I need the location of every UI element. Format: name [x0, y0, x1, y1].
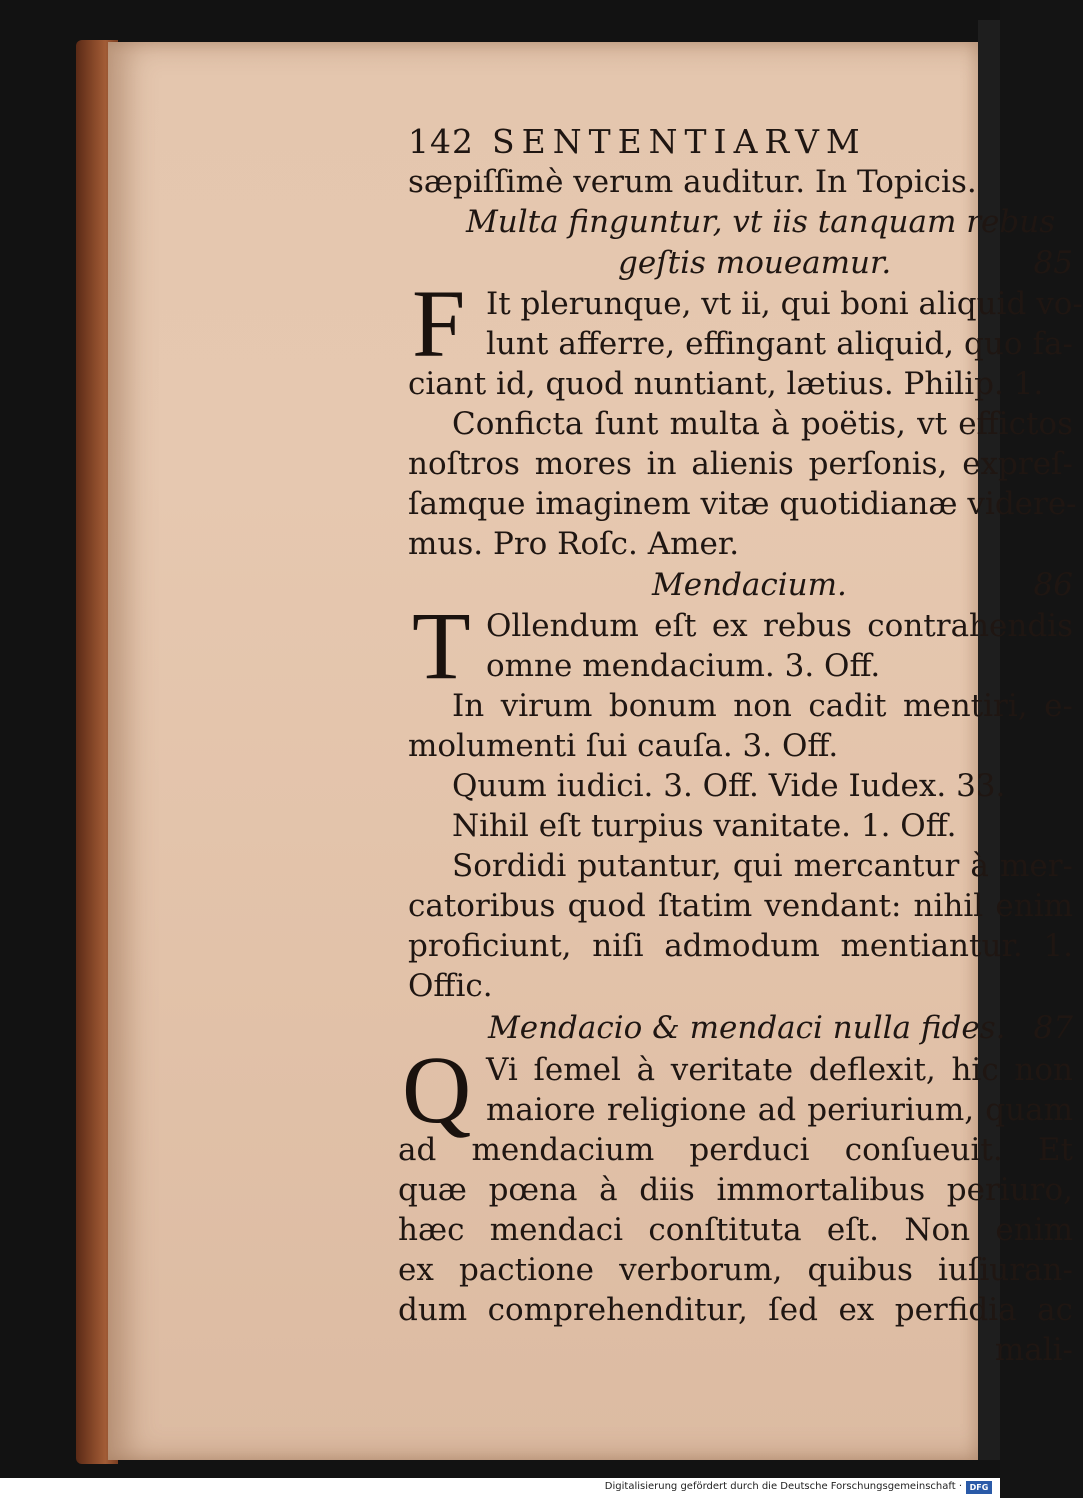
text-line: proficiunt, niſi admodum mentiantur. 1. [408, 928, 1073, 964]
section-heading-line: Multa finguntur, vt iis tanquam rebus [466, 204, 1056, 240]
text-line: Conficta ſunt multa à poëtis, vt effictos [452, 406, 1073, 442]
dfg-logo: DFG [966, 1481, 992, 1494]
text-line: In virum bonum non cadit mentiri, e- [452, 688, 1073, 724]
text-line: ad mendacium perduci conſueuit. Et [398, 1132, 1073, 1168]
page-number: 142 [408, 122, 474, 161]
section-number: 85 [1033, 245, 1073, 281]
text-line: sæpiſſimè verum auditur. In Topicis. [408, 164, 977, 200]
text-line: maiore religione ad periurium, quam [486, 1092, 1073, 1128]
running-head-title: SENTENTIARVM [492, 122, 867, 161]
text-line: ciant id, quod nuntiant, lætius. Philip. 1. [408, 366, 1044, 402]
section-heading-text: Mendacium. [652, 567, 847, 603]
text-line: hæc mendaci conſtituta eſt. Non enim [398, 1212, 1073, 1248]
drop-cap-initial: F [412, 270, 466, 377]
text-line: Ollendum eſt ex rebus contrahendis [486, 608, 1073, 644]
section-heading-line [408, 1008, 1073, 1048]
text-line: noſtros mores in alienis perſonis, expreſ- [408, 446, 1073, 482]
text-line: molumenti ſui cauſa. 3. Off. [408, 728, 839, 764]
section-heading-line [408, 565, 1073, 605]
text-line: quæ pœna à diis immortalibus periuro, [398, 1172, 1073, 1208]
section-heading-line [408, 243, 1073, 283]
drop-cap-initial: T [412, 592, 471, 699]
section-heading-text: geſtis moueamur. [618, 245, 892, 281]
catchword: mali- [994, 1332, 1073, 1368]
section-number: 86 [1033, 567, 1073, 603]
section-heading-text: Mendacio & mendaci nulla fides. [488, 1010, 1006, 1046]
text-line: omne mendacium. 3. Off. [486, 648, 881, 684]
text-line: Sordidi putantur, qui mercantur à mer- [452, 848, 1073, 884]
text-line: mus. Pro Roſc. Amer. [408, 526, 740, 562]
book-page [108, 42, 1083, 1460]
drop-cap-initial: Q [402, 1036, 472, 1143]
text-line: ſamque imaginem vitæ quotidianæ videre- [408, 486, 1077, 522]
text-line: Quum iudici. 3. Off. Vide Iudex. 33. [452, 768, 1006, 804]
text-line: dum comprehenditur, ſed ex perfidia ac [398, 1292, 1073, 1328]
footer-bar [0, 1478, 1000, 1498]
running-head [408, 122, 1073, 162]
text-line: Offic. [408, 968, 493, 1004]
text-line: lunt afferre, effingant aliquid, quo fa- [486, 326, 1073, 362]
section-number: 87 [1033, 1010, 1073, 1046]
text-line: Vi ſemel à veritate deflexit, hic non [486, 1052, 1073, 1088]
funding-credit: Digitalisierung gefördert durch die Deutsche Forschungsgemeinschaft · [604, 1481, 962, 1492]
text-line: It plerunque, vt ii, qui boni aliquid vo- [486, 286, 1083, 322]
text-line: ex pactione verborum, quibus iuſiuran- [398, 1252, 1073, 1288]
text-line: Nihil eſt turpius vanitate. 1. Off. [452, 808, 957, 844]
text-line: catoribus quod ſtatim vendant: nihil enim [408, 888, 1073, 924]
